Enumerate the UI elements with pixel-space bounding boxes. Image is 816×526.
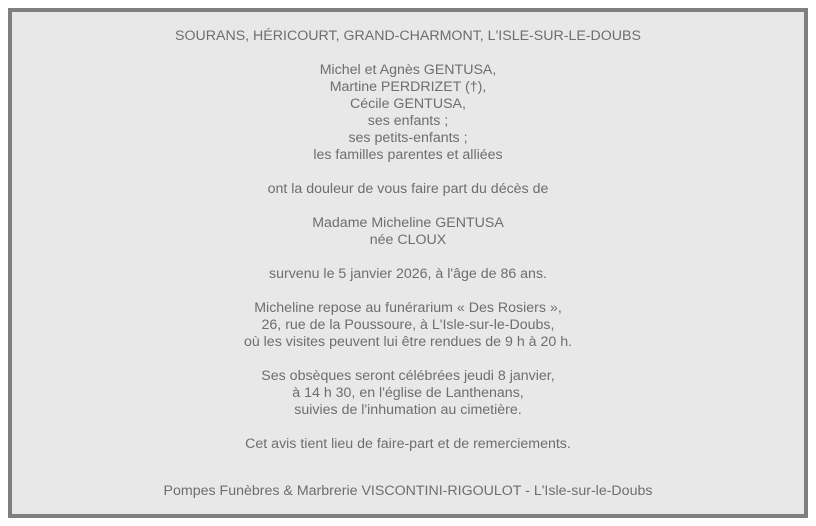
death-info-text: survenu le 5 janvier 2026, à l'âge de 86 ans.	[269, 266, 547, 282]
obituary-notice-frame	[8, 8, 808, 518]
obituary-content	[12, 28, 804, 470]
announcement-text: ont la douleur de vous faire part du décès de	[267, 181, 549, 197]
locations-header	[12, 28, 804, 45]
family-list	[12, 62, 804, 164]
deceased-name: Madame Micheline GENTUSA	[312, 215, 504, 231]
closing-note	[12, 436, 804, 453]
family-line: Martine PERDRIZET (†),	[329, 79, 487, 95]
funeral-line: Ses obsèques seront célébrées jeudi 8 janvier,	[261, 368, 555, 384]
funeral-home-signature	[12, 483, 804, 500]
visitation-info	[12, 300, 804, 351]
locations-text: SOURANS, HÉRICOURT, GRAND-CHARMONT, L'ISLE-SUR-LE-DOUBS	[175, 28, 641, 44]
visitation-line: 26, rue de la Poussoure, à L'Isle-sur-le-Doubs,	[261, 317, 555, 333]
visitation-line: où les visites peuvent lui être rendues de 9 h à 20 h.	[243, 334, 573, 350]
deceased-name-block	[12, 215, 804, 249]
death-info	[12, 266, 804, 283]
family-line: ses enfants ;	[367, 113, 449, 129]
closing-text: Cet avis tient lieu de faire-part et de remerciements.	[245, 436, 571, 452]
visitation-line: Micheline repose au funérarium « Des Rosiers »,	[254, 300, 562, 316]
funeral-info	[12, 368, 804, 419]
family-line: ses petits-enfants ;	[348, 130, 468, 146]
announcement	[12, 181, 804, 198]
family-line: Michel et Agnès GENTUSA,	[319, 62, 497, 78]
funeral-home-text: Pompes Funèbres & Marbrerie VISCONTINI-RIGOULOT - L'Isle-sur-le-Doubs	[163, 483, 653, 499]
deceased-maiden-name: née CLOUX	[369, 232, 447, 248]
family-line: Cécile GENTUSA,	[350, 96, 466, 112]
funeral-line: à 14 h 30, en l'église de Lanthenans,	[292, 385, 524, 401]
family-line: les familles parentes et alliées	[313, 147, 503, 163]
funeral-line: suivies de l'inhumation au cimetière.	[294, 402, 522, 418]
